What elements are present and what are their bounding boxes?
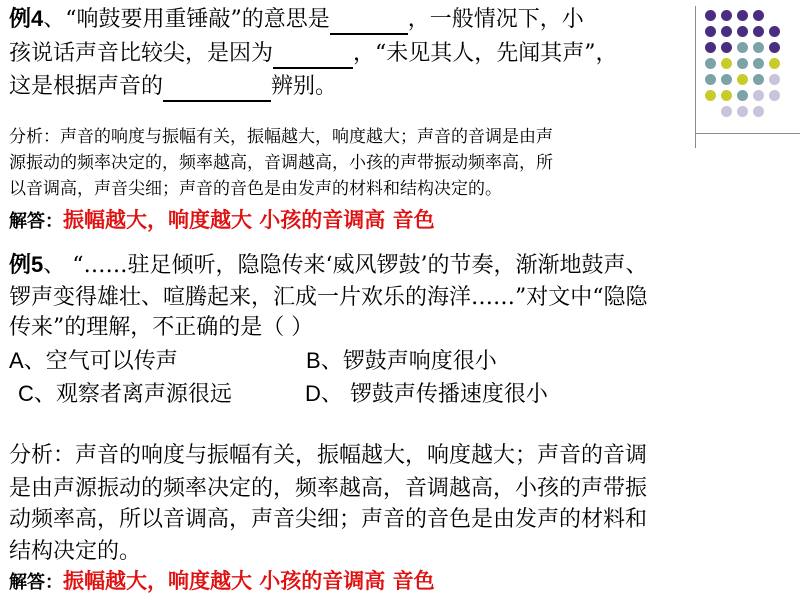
ex5-answer-label: 解答： <box>9 572 63 593</box>
ex5-analysis-4: 结构决定的。 <box>9 539 142 564</box>
decor-dot <box>769 58 780 69</box>
ex4-analysis-3: 以音调高，声音尖细；声音的音色是由发声的材料和结构决定的。 <box>9 179 502 199</box>
ex5-line-1 <box>9 250 647 281</box>
ex5-option-b-text: 、锣鼓声响度很小 <box>320 349 497 374</box>
ex5-line-2: 锣声变得雄壮、喧腾起来，汇成一片欢乐的海洋……”对文中“隐隐 <box>9 285 648 310</box>
decor-dot <box>753 106 764 117</box>
decor-dot <box>753 10 764 21</box>
decor-dot <box>721 42 732 53</box>
decor-dot <box>705 26 716 37</box>
ex4-answer-label: 解答： <box>9 211 63 232</box>
ex4-answer-text: 振幅越大，响度越大 小孩的音调高 音色 <box>63 207 435 232</box>
decor-dot <box>769 42 780 53</box>
ex5-option-d-letter: D <box>305 381 321 406</box>
ex5-option-b <box>306 346 497 377</box>
decor-dot <box>705 58 716 69</box>
ex5-option-a-text: 、空气可以传声 <box>23 349 178 374</box>
ex4-line-3 <box>9 72 337 102</box>
decor-dot <box>705 90 716 101</box>
ex5-option-c-letter: C <box>18 381 34 406</box>
ex4-line-1 <box>9 4 584 35</box>
ex4-line-1a: 、“响鼓要用重锤敲”的意思是 <box>43 7 330 32</box>
decor-dot <box>737 42 748 53</box>
ex5-option-c <box>18 379 232 410</box>
ex4-line-2a: 孩说话声音比较尖，是因为 <box>9 41 274 66</box>
decor-dot <box>753 58 764 69</box>
ex4-line-2 <box>9 39 618 69</box>
decor-dot <box>721 26 732 37</box>
ex5-option-a <box>9 346 178 377</box>
ex5-line-1-text: 、 “……驻足倾听，隐隐传来‘威风锣鼓’的节奏，渐渐地鼓声、 <box>43 253 648 278</box>
ex5-analysis-1: 分析：声音的响度与振幅有关，振幅越大，响度越大；声音的音调 <box>9 443 648 468</box>
decor-dot <box>705 42 716 53</box>
ex4-line-3a: 这是根据声音的 <box>9 74 164 99</box>
ex4-analysis-2: 源振动的频率决定的，频率越高，音调越高，小孩的声带振动频率高，所 <box>9 153 553 173</box>
decor-dot <box>737 74 748 85</box>
decor-dot <box>753 74 764 85</box>
decor-dot <box>769 90 780 101</box>
ex5-line-3: 传来”的理解，不正确的是（ ） <box>9 315 314 340</box>
ex4-line-2b: ，“未见其人，先闻其声”， <box>353 41 618 66</box>
ex4-label: 例4 <box>9 6 44 31</box>
ex4-line-3b: 辨别。 <box>271 74 338 99</box>
decor-dot <box>753 42 764 53</box>
decor-dot <box>721 58 732 69</box>
decor-dot <box>769 74 780 85</box>
ex5-option-d <box>305 379 548 410</box>
decor-dot <box>753 26 764 37</box>
ex5-analysis-3: 动频率高，所以音调高，声音尖细；声音的音色是由发声的材料和 <box>9 507 648 532</box>
decor-dot <box>737 26 748 37</box>
ex4-analysis-1: 分析：声音的响度与振幅有关，振幅越大，响度越大；声音的音调是由声 <box>9 127 553 147</box>
decor-dot <box>721 106 732 117</box>
decor-dot <box>753 90 764 101</box>
ex5-option-c-text: 、观察者离声源很远 <box>33 382 232 407</box>
decor-dot-grid <box>705 10 800 130</box>
ex4-blank-1 <box>330 11 408 35</box>
ex4-answer <box>9 205 435 237</box>
decor-dot <box>721 74 732 85</box>
decor-dot <box>737 106 748 117</box>
ex5-answer <box>9 566 435 598</box>
ex5-option-a-letter: A <box>9 348 24 373</box>
decor-dot <box>769 26 780 37</box>
ex4-blank-3 <box>163 78 271 102</box>
ex5-label: 例5 <box>9 252 44 277</box>
ex4-blank-2 <box>273 45 353 69</box>
decor-dot <box>737 90 748 101</box>
ex5-option-b-letter: B <box>306 348 321 373</box>
ex5-answer-text: 振幅越大，响度越大 小孩的音调高 音色 <box>63 568 435 593</box>
decor-dot <box>737 10 748 21</box>
decor-horizontal-line <box>695 133 800 134</box>
ex4-line-1b: ，一般情况下，小 <box>407 7 584 32</box>
ex5-option-d-text: 、 锣鼓声传播速度很小 <box>320 382 548 407</box>
decor-dot <box>721 90 732 101</box>
ex5-analysis-2: 是由声源振动的频率决定的，频率越高，音调越高，小孩的声带振 <box>9 476 648 501</box>
decor-dot <box>705 10 716 21</box>
decor-vertical-line <box>695 6 696 148</box>
decor-dot <box>705 74 716 85</box>
decor-dot <box>737 58 748 69</box>
decor-dot <box>721 10 732 21</box>
